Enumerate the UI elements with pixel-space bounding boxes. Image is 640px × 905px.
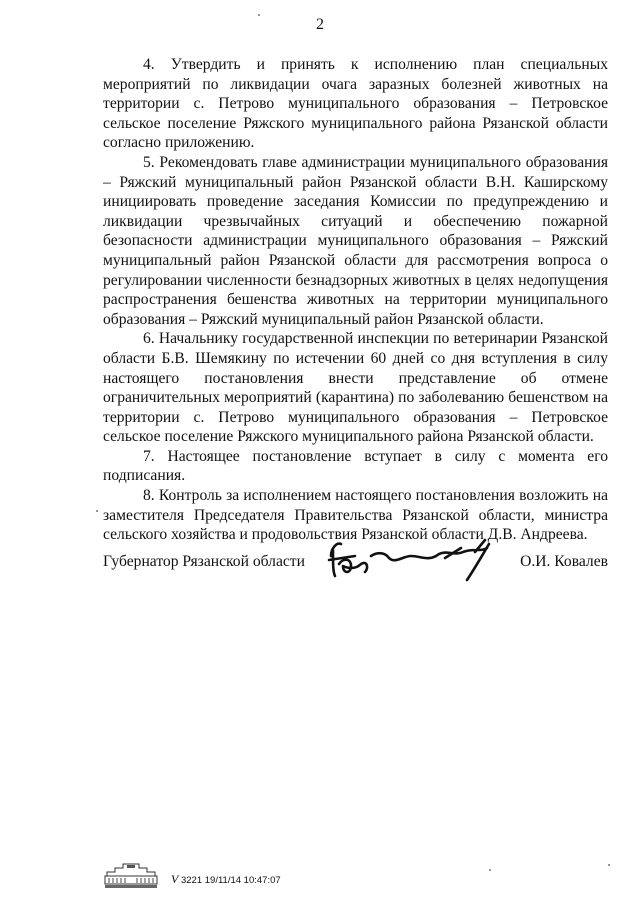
document-footer: [103, 862, 333, 890]
scan-speck: [96, 510, 98, 512]
registration-mark-icon: V: [171, 872, 179, 886]
page-number: 2: [316, 16, 324, 33]
signature-block: [103, 534, 608, 584]
paragraph-6: 6. Начальнику государственной инспекции по ветеринарии Рязанской области Б.В. Шемякину по истечении 60 дней со дня вступления в силу настоящего постановления внести представление об отмене ограничительных мероприятий (карантина) по заболеванию бешенством на территории с. Петрово муниципального образования – Петровское сельское поселение Ряжского муниципального района Рязанской области.: [103, 330, 608, 446]
document-body: [103, 55, 608, 545]
registry-logo-icon: [103, 862, 159, 890]
handwritten-signature: [325, 534, 505, 584]
registration-stamp: [171, 872, 281, 887]
signatory-name: О.И. Ковалев: [520, 553, 608, 570]
registration-text: 3221 19/11/14 10:47:07: [180, 875, 281, 886]
scan-speck: [608, 864, 610, 866]
signatory-position: Губернатор Рязанской области: [103, 553, 305, 570]
scan-speck: [489, 869, 491, 871]
paragraph-5: 5. Рекомендовать главе администрации муниципального образования – Ряжский муниципальный район Рязанской области В.Н. Каширскому инициировать проведение заседания Комиссии по предупреждению и ликвидации чрезвычайных ситуаций и обеспечению пожарной безопасности администрации муниципального образования – Ряжский муниципальный район Рязанской области для рассмотрения вопроса о регулировании численности безнадзорных животных в целях недопущения распространения бешенства животных на территории муниципального образования – Ряжский муниципальный район Рязанской области.: [103, 153, 608, 328]
paragraph-7: 7. Настоящее постановление вступает в силу с момента его подписания.: [103, 447, 608, 485]
paragraph-4: 4. Утвердить и принять к исполнению план специальных мероприятий по ликвидации очага заразных болезней животных на территории с. Петрово муниципального образования – Петровское сельское поселение Ряжского муниципального района Рязанской области согласно приложению.: [103, 56, 608, 152]
paragraph-8: 8. Контроль за исполнением настоящего постановления возложить на заместителя Председателя Правительства Рязанской области, министра сельского хозяйства и продовольствия Рязанской области Д.В. Андреева.: [103, 487, 608, 544]
